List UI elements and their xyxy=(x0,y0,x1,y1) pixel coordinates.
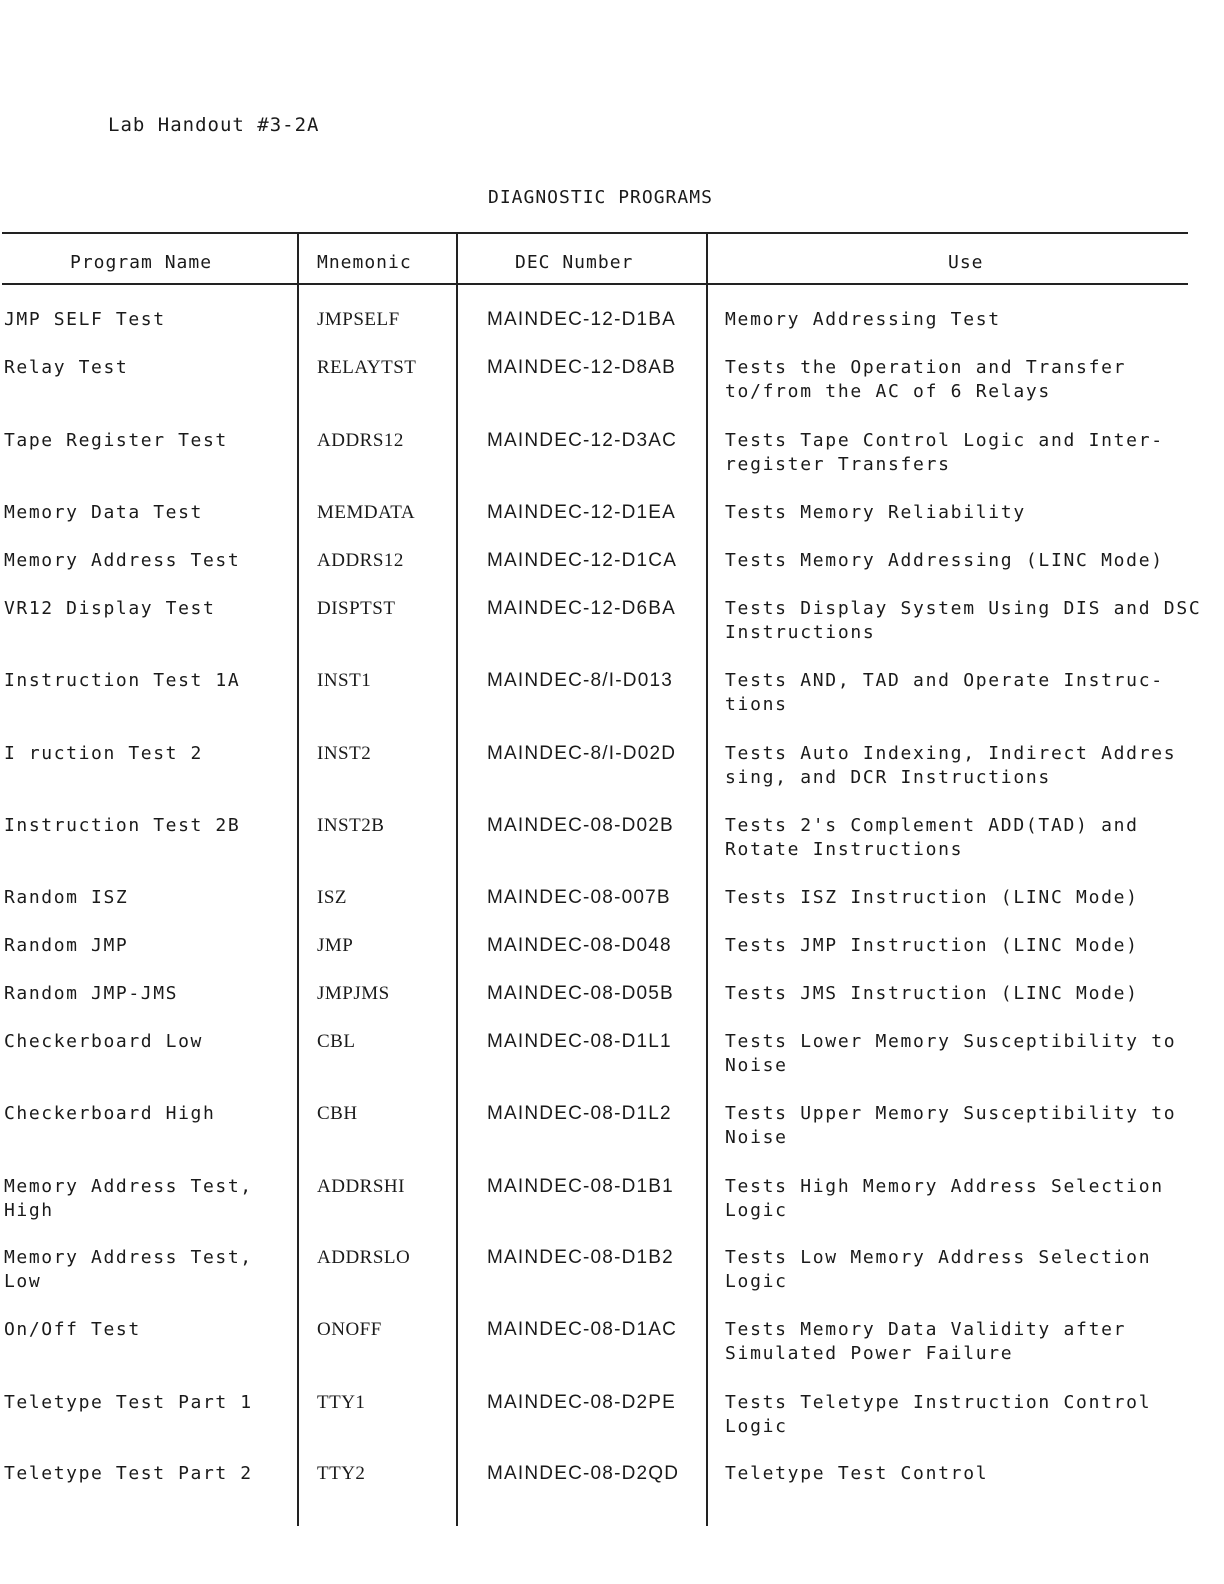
program-name-cell: Random ISZ xyxy=(4,887,129,908)
dec-number-cell: MAINDEC-8/I-D02D xyxy=(487,743,677,764)
column-divider xyxy=(706,232,708,1526)
dec-number-cell: MAINDEC-8/I-D013 xyxy=(487,670,674,691)
mnemonic-cell: CBH xyxy=(317,1103,358,1124)
use-cell: Tests High Memory Address Selection Logic xyxy=(725,1176,1164,1221)
program-name-cell: Instruction Test 2B xyxy=(4,815,241,836)
program-name-cell: JMP SELF Test xyxy=(4,309,166,330)
dec-number-cell: MAINDEC-08-D2QD xyxy=(487,1463,680,1484)
mnemonic-cell: JMP xyxy=(317,935,354,956)
mnemonic-cell: ONOFF xyxy=(317,1319,382,1340)
dec-number-cell: MAINDEC-08-D2PE xyxy=(487,1392,677,1413)
use-cell: Teletype Test Control xyxy=(725,1463,989,1484)
mnemonic-cell: ISZ xyxy=(317,887,347,908)
handout-number: Lab Handout #3-2A xyxy=(108,114,320,136)
mnemonic-cell: JMPSELF xyxy=(317,309,400,330)
dec-number-cell: MAINDEC-12-D3AC xyxy=(487,430,678,451)
use-cell: Tests AND, TAD and Operate Instruc-tions xyxy=(725,670,1164,715)
program-name-cell: Teletype Test Part 2 xyxy=(4,1463,253,1484)
dec-number-cell: MAINDEC-08-D1AC xyxy=(487,1319,678,1340)
mnemonic-cell: DISPTST xyxy=(317,598,396,619)
use-cell: Tests Auto Indexing, Indirect Addres sing, and DCR Instructions xyxy=(725,743,1177,788)
dec-number-cell: MAINDEC-08-D048 xyxy=(487,935,672,956)
mnemonic-cell: MEMDATA xyxy=(317,502,416,523)
program-name-cell: Memory Address Test, High xyxy=(4,1176,253,1221)
use-cell: Tests Tape Control Logic and Inter-register Transfers xyxy=(725,430,1164,475)
dec-number-cell: MAINDEC-12-D1CA xyxy=(487,550,678,571)
program-name-cell: Checkerboard High xyxy=(4,1103,216,1124)
mnemonic-cell: TTY2 xyxy=(317,1463,366,1484)
dec-number-cell: MAINDEC-08-D1L1 xyxy=(487,1031,672,1052)
dec-number-cell: MAINDEC-08-D1L2 xyxy=(487,1103,672,1124)
use-cell: Tests 2's Complement ADD(TAD) and Rotate Instructions xyxy=(725,815,1139,860)
mnemonic-cell: INST1 xyxy=(317,670,372,691)
program-name-cell: On/Off Test xyxy=(4,1319,141,1340)
program-name-cell: I ruction Test 2 xyxy=(4,743,203,764)
header-program-name: Program Name xyxy=(70,252,213,273)
dec-number-cell: MAINDEC-08-D02B xyxy=(487,815,674,836)
dec-number-cell: MAINDEC-12-D6BA xyxy=(487,598,677,619)
dec-number-cell: MAINDEC-12-D8AB xyxy=(487,357,677,378)
use-cell: Tests Teletype Instruction Control Logic xyxy=(725,1392,1152,1437)
column-divider xyxy=(297,232,299,1526)
use-cell: Tests Lower Memory Susceptibility to Noise xyxy=(725,1031,1177,1076)
program-name-cell: Random JMP xyxy=(4,935,129,956)
program-name-cell: Memory Data Test xyxy=(4,502,203,523)
use-cell: Tests the Operation and Transfer to/from the AC of 6 Relays xyxy=(725,357,1127,402)
use-cell: Tests ISZ Instruction (LINC Mode) xyxy=(725,887,1139,908)
use-cell: Tests JMP Instruction (LINC Mode) xyxy=(725,935,1139,956)
dec-number-cell: MAINDEC-12-D1BA xyxy=(487,309,677,330)
use-cell: Tests Memory Data Validity after Simulated Power Failure xyxy=(725,1319,1127,1364)
program-name-cell: Checkerboard Low xyxy=(4,1031,203,1052)
header-dec-number: DEC Number xyxy=(515,252,634,273)
mnemonic-cell: TTY1 xyxy=(317,1392,366,1413)
dec-number-cell: MAINDEC-08-D1B2 xyxy=(487,1247,674,1268)
program-name-cell: Memory Address Test, Low xyxy=(4,1247,253,1292)
dec-number-cell: MAINDEC-08-D1B1 xyxy=(487,1176,674,1197)
page-title: DIAGNOSTIC PROGRAMS xyxy=(488,187,713,208)
dec-number-cell: MAINDEC-12-D1EA xyxy=(487,502,677,523)
column-divider xyxy=(456,232,458,1526)
use-cell: Tests JMS Instruction (LINC Mode) xyxy=(725,983,1139,1004)
table-top-rule xyxy=(2,232,1188,234)
mnemonic-cell: RELAYTST xyxy=(317,357,417,378)
mnemonic-cell: ADDRSLO xyxy=(317,1247,411,1268)
dec-number-cell: MAINDEC-08-007B xyxy=(487,887,671,908)
program-name-cell: Teletype Test Part 1 xyxy=(4,1392,253,1413)
program-name-cell: Instruction Test 1A xyxy=(4,670,241,691)
mnemonic-cell: INST2 xyxy=(317,743,372,764)
mnemonic-cell: INST2B xyxy=(317,815,385,836)
use-cell: Tests Upper Memory Susceptibility to Noise xyxy=(725,1103,1177,1148)
program-name-cell: Tape Register Test xyxy=(4,430,228,451)
use-cell: Tests Display System Using DIS and DSC Instructions xyxy=(725,598,1202,643)
header-use: Use xyxy=(948,252,984,273)
program-name-cell: Relay Test xyxy=(4,357,129,378)
mnemonic-cell: ADDRS12 xyxy=(317,430,404,451)
mnemonic-cell: JMPJMS xyxy=(317,983,390,1004)
program-name-cell: VR12 Display Test xyxy=(4,598,216,619)
program-name-cell: Memory Address Test xyxy=(4,550,241,571)
use-cell: Memory Addressing Test xyxy=(725,309,1001,330)
mnemonic-cell: ADDRS12 xyxy=(317,550,404,571)
header-bottom-rule xyxy=(2,283,1188,285)
dec-number-cell: MAINDEC-08-D05B xyxy=(487,983,674,1004)
header-mnemonic: Mnemonic xyxy=(317,252,412,273)
program-name-cell: Random JMP-JMS xyxy=(4,983,179,1004)
use-cell: Tests Memory Reliability xyxy=(725,502,1026,523)
use-cell: Tests Memory Addressing (LINC Mode) xyxy=(725,550,1164,571)
mnemonic-cell: CBL xyxy=(317,1031,356,1052)
mnemonic-cell: ADDRSHI xyxy=(317,1176,405,1197)
use-cell: Tests Low Memory Address Selection Logic xyxy=(725,1247,1152,1292)
